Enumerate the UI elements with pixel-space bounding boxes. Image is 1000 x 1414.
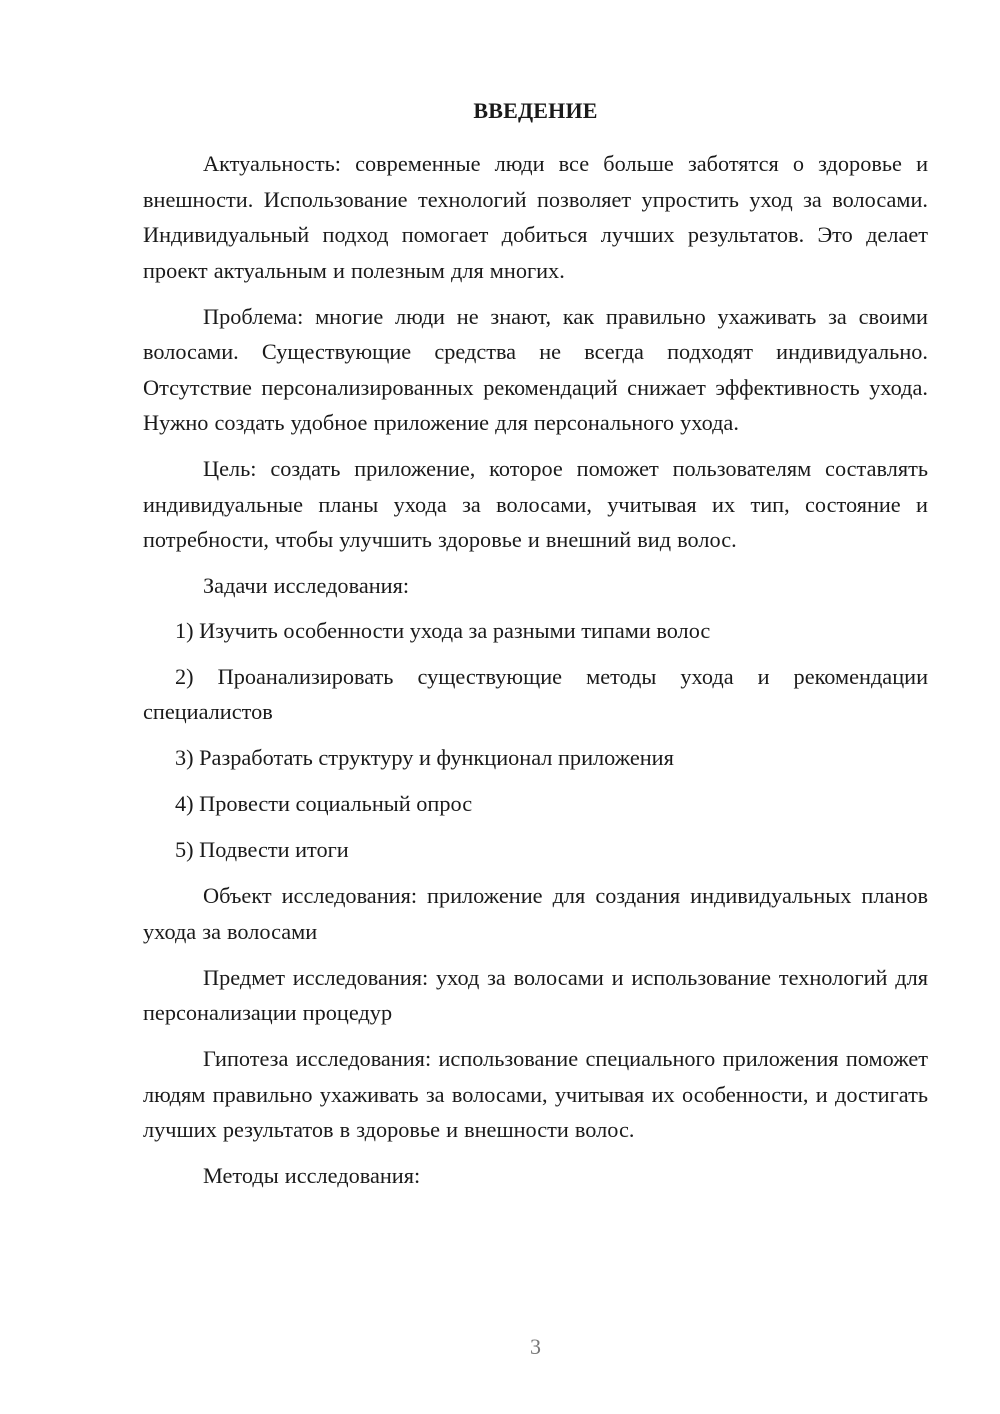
subject-paragraph: Предмет исследования: уход за волосами и использование технологий для персонализации процедур bbox=[143, 964, 928, 1025]
relevance-paragraph: Актуальность: современные люди все больше заботятся о здоровье и внешности. Использование технологий позволяет упростить уход за волосами. Индивидуальный подход помогает добиться лучших результатов. Это делает проект актуальным и полезным для многих. bbox=[143, 151, 928, 283]
list-item: 4) Провести социальный опрос bbox=[175, 791, 473, 816]
problem-paragraph: Проблема: многие люди не знают, как правильно ухаживать за своими волосами. Существующие средства не всегда подходят индивидуально. Отсутствие персонализированных рекомендаций снижает эффективность ухода. Нужно создать удобное приложение для персонального ухода. bbox=[143, 303, 928, 435]
tasks-heading: Задачи исследования: bbox=[203, 573, 410, 598]
document-body bbox=[143, 146, 928, 1204]
list-item: 5) Подвести итоги bbox=[175, 837, 349, 862]
list-item: 2) Проанализировать существующие методы ухода и рекомендации специалистов bbox=[143, 663, 928, 724]
document-page bbox=[143, 0, 928, 1414]
tasks-list bbox=[143, 613, 928, 868]
goal-paragraph: Цель: создать приложение, которое поможет пользователям составлять индивидуальные планы ухода за волосами, учитывая их тип, состояние и потребности, чтобы улучшить здоровье и внешний вид волос. bbox=[143, 456, 928, 552]
list-item: 1) Изучить особенности ухода за разными типами волос bbox=[175, 617, 711, 643]
page-title: ВВЕДЕНИЕ bbox=[473, 98, 598, 123]
list-item: 3) Разработать структуру и функционал приложения bbox=[175, 745, 674, 770]
methods-heading: Методы исследования: bbox=[203, 1163, 421, 1188]
page-number: 3 bbox=[530, 1334, 541, 1359]
object-paragraph: Объект исследования: приложение для создания индивидуальных планов ухода за волосами bbox=[143, 883, 928, 944]
hypothesis-paragraph: Гипотеза исследования: использование специального приложения поможет людям правильно ухаживать за волосами, учитывая их особенности, и достигать лучших результатов в здоровье и внешности волос. bbox=[143, 1046, 928, 1142]
